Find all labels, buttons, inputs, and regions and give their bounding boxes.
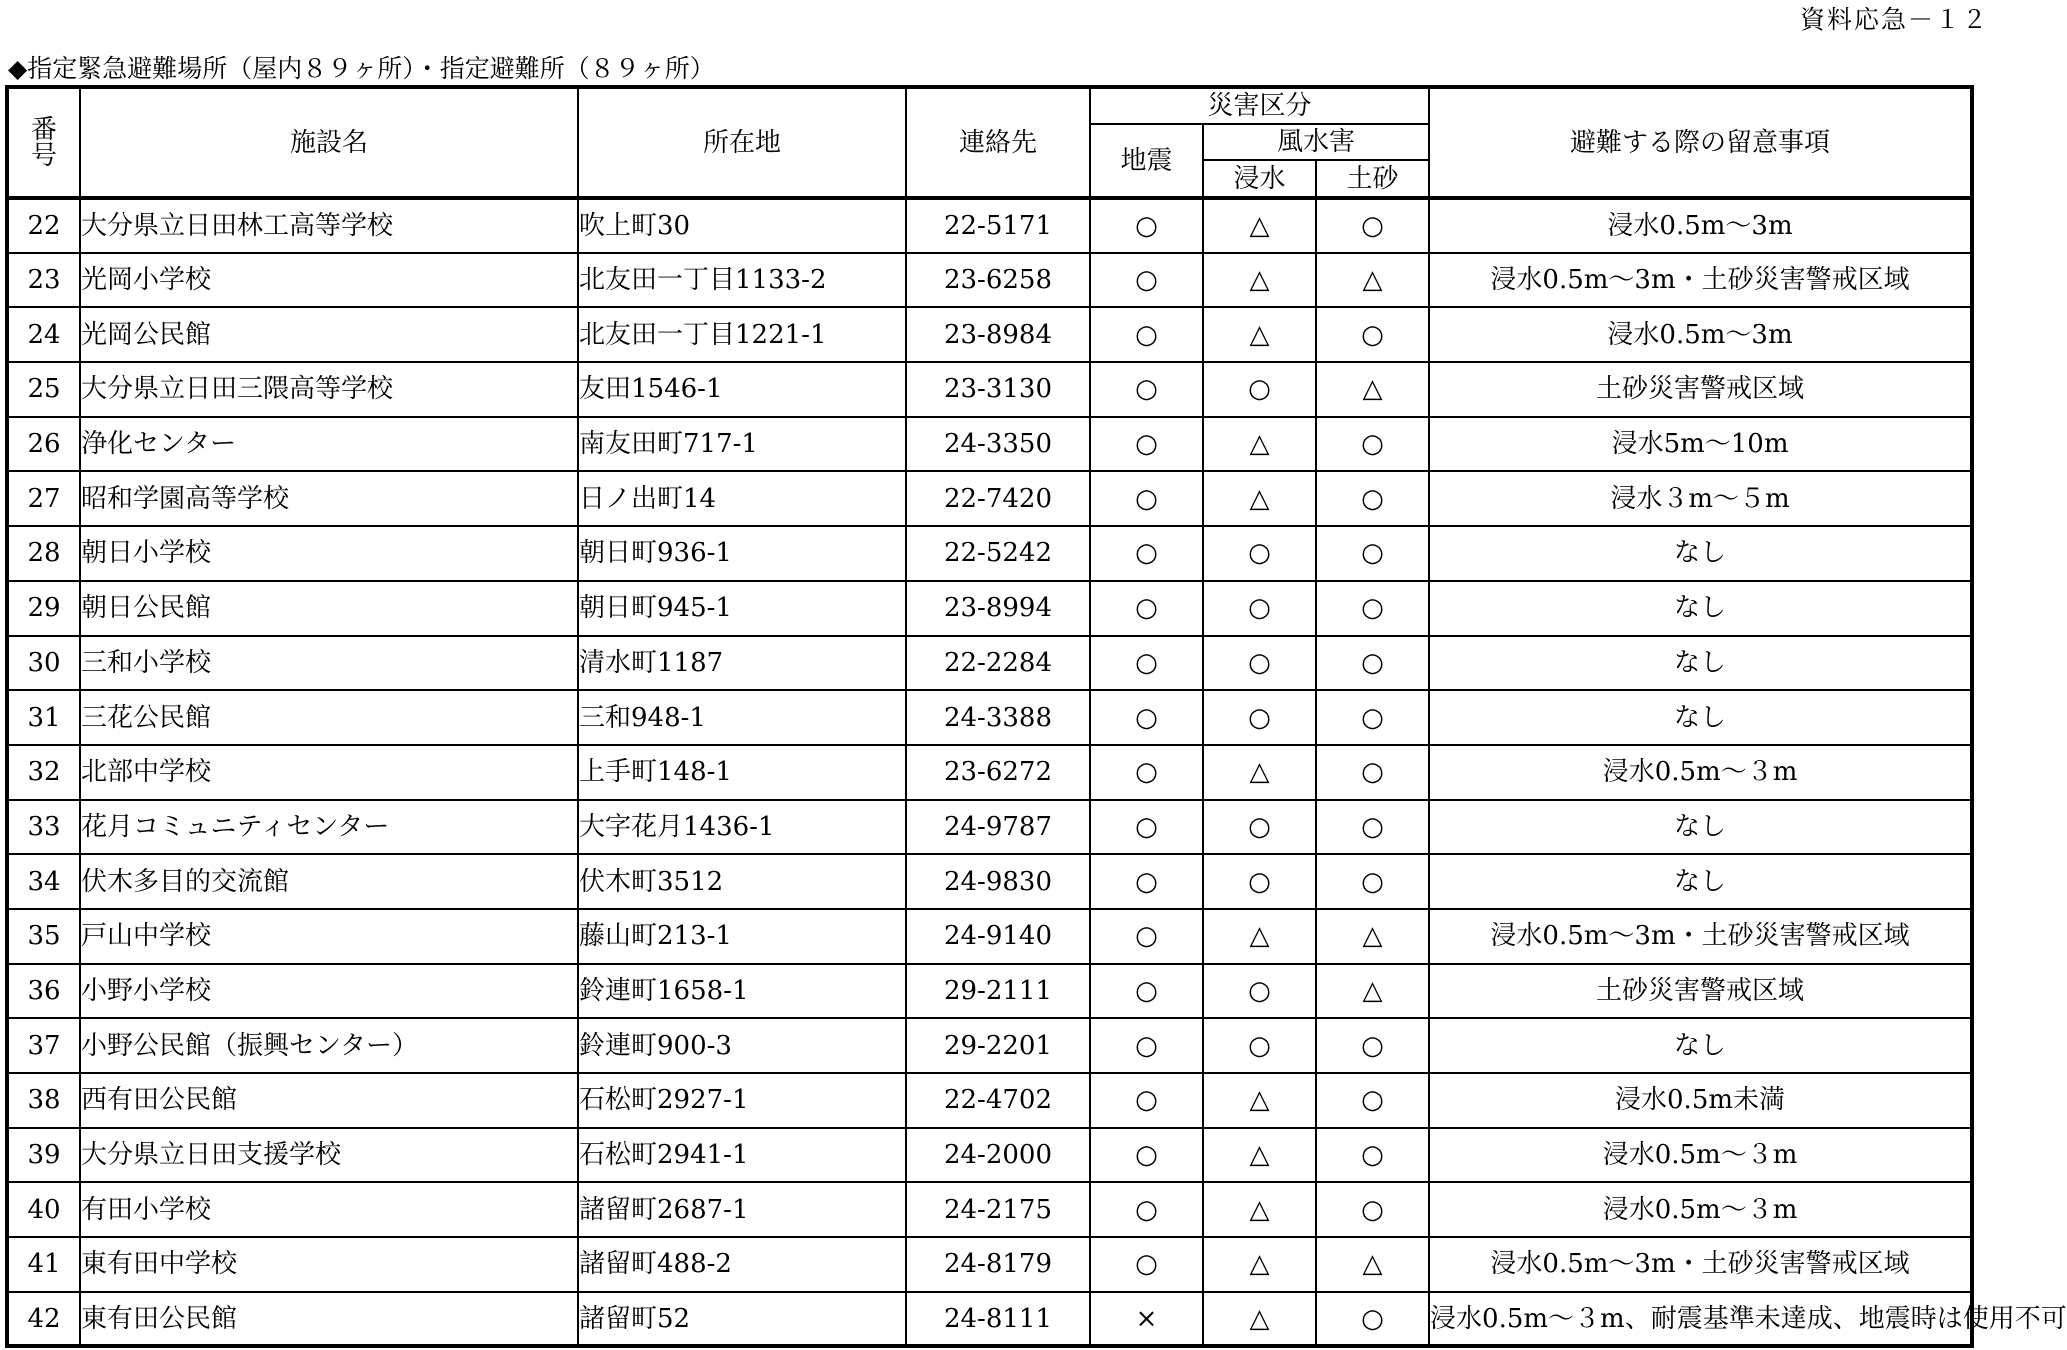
header-inundation: 浸水	[1203, 160, 1316, 198]
earthquake-mark-cell: ○	[1090, 745, 1203, 800]
landslide-mark-cell: ○	[1316, 1128, 1429, 1183]
inundation-mark-cell: △	[1203, 1292, 1316, 1347]
facility-name-cell: 東有田公民館	[80, 1292, 578, 1347]
row-number: 38	[7, 1073, 80, 1128]
table-row	[7, 307, 1972, 362]
address-cell: 清水町1187	[578, 636, 906, 691]
address-cell: 吹上町30	[578, 198, 906, 253]
contact-cell: 29-2201	[906, 1018, 1090, 1073]
notes-cell: なし	[1429, 854, 1972, 909]
contact-cell: 22-2284	[906, 636, 1090, 691]
earthquake-mark-cell: ○	[1090, 307, 1203, 362]
row-number: 25	[7, 362, 80, 417]
notes-cell: 土砂災害警戒区域	[1429, 964, 1972, 1019]
earthquake-mark-cell: ○	[1090, 253, 1203, 308]
earthquake-mark-cell: ○	[1090, 909, 1203, 964]
notes-cell: なし	[1429, 581, 1972, 636]
inundation-mark-cell: ○	[1203, 800, 1316, 855]
address-cell: 朝日町936-1	[578, 526, 906, 581]
facility-name-cell: 浄化センター	[80, 417, 578, 472]
landslide-mark-cell: ○	[1316, 1073, 1429, 1128]
earthquake-mark-cell: ○	[1090, 1237, 1203, 1292]
inundation-mark-cell: △	[1203, 471, 1316, 526]
address-cell: 北友田一丁目1221-1	[578, 307, 906, 362]
inundation-mark-cell: △	[1203, 745, 1316, 800]
address-cell: 日ノ出町14	[578, 471, 906, 526]
facility-name-cell: 大分県立日田林工高等学校	[80, 198, 578, 253]
facility-name-cell: 戸山中学校	[80, 909, 578, 964]
table-row	[7, 800, 1972, 855]
row-number: 22	[7, 198, 80, 253]
document-reference-label: 資料応急－１２	[1799, 5, 1989, 34]
address-cell: 南友田町717-1	[578, 417, 906, 472]
earthquake-mark-cell: ○	[1090, 581, 1203, 636]
facility-name-cell: 光岡公民館	[80, 307, 578, 362]
notes-cell: 浸水0.5m～３m、耐震基準未達成、地震時は使用不可	[1429, 1292, 1972, 1347]
table-row	[7, 198, 1972, 253]
address-cell: 石松町2927-1	[578, 1073, 906, 1128]
contact-cell: 24-3350	[906, 417, 1090, 472]
landslide-mark-cell: ○	[1316, 854, 1429, 909]
table-row	[7, 690, 1972, 745]
inundation-mark-cell: △	[1203, 909, 1316, 964]
contact-cell: 24-8179	[906, 1237, 1090, 1292]
contact-cell: 23-8994	[906, 581, 1090, 636]
landslide-mark-cell: △	[1316, 1237, 1429, 1292]
earthquake-mark-cell: ○	[1090, 471, 1203, 526]
notes-cell: 浸水３m～５m	[1429, 471, 1972, 526]
landslide-mark-cell: ○	[1316, 1018, 1429, 1073]
header-earthquake: 地震	[1090, 124, 1203, 198]
landslide-mark-cell: △	[1316, 253, 1429, 308]
facility-name-cell: 朝日公民館	[80, 581, 578, 636]
inundation-mark-cell: △	[1203, 1128, 1316, 1183]
facility-name-cell: 小野公民館（振興センター）	[80, 1018, 578, 1073]
table-row	[7, 854, 1972, 909]
facility-name-cell: 三和小学校	[80, 636, 578, 691]
earthquake-mark-cell: ○	[1090, 526, 1203, 581]
row-number: 35	[7, 909, 80, 964]
address-cell: 藤山町213-1	[578, 909, 906, 964]
table-row	[7, 471, 1972, 526]
table-row	[7, 581, 1972, 636]
notes-cell: 浸水0.5m～3m	[1429, 307, 1972, 362]
row-number: 23	[7, 253, 80, 308]
landslide-mark-cell: ○	[1316, 198, 1429, 253]
address-cell: 朝日町945-1	[578, 581, 906, 636]
contact-cell: 24-9830	[906, 854, 1090, 909]
header-disaster-category: 災害区分	[1090, 87, 1429, 124]
notes-cell: 浸水0.5m～3m	[1429, 198, 1972, 253]
row-number: 27	[7, 471, 80, 526]
facility-name-cell: 小野小学校	[80, 964, 578, 1019]
earthquake-mark-cell: ○	[1090, 1073, 1203, 1128]
landslide-mark-cell: ○	[1316, 1182, 1429, 1237]
contact-cell: 24-9140	[906, 909, 1090, 964]
landslide-mark-cell: ○	[1316, 307, 1429, 362]
table-row	[7, 417, 1972, 472]
address-cell: 友田1546-1	[578, 362, 906, 417]
facility-name-cell: 三花公民館	[80, 690, 578, 745]
contact-cell: 23-3130	[906, 362, 1090, 417]
row-number: 37	[7, 1018, 80, 1073]
landslide-mark-cell: ○	[1316, 526, 1429, 581]
header-contact: 連絡先	[906, 87, 1090, 198]
document-title: ◆指定緊急避難場所（屋内８９ヶ所）・指定避難所（８９ヶ所）	[8, 54, 715, 83]
earthquake-mark-cell: ○	[1090, 1182, 1203, 1237]
earthquake-mark-cell: ○	[1090, 854, 1203, 909]
table-row	[7, 745, 1972, 800]
header-number-line2: 号	[30, 140, 57, 171]
address-cell: 北友田一丁目1133-2	[578, 253, 906, 308]
earthquake-mark-cell: ○	[1090, 417, 1203, 472]
earthquake-mark-cell: ○	[1090, 690, 1203, 745]
row-number: 29	[7, 581, 80, 636]
notes-cell: 浸水0.5m～3m・土砂災害警戒区域	[1429, 1237, 1972, 1292]
facility-name-cell: 大分県立日田支援学校	[80, 1128, 578, 1183]
table-row	[7, 1237, 1972, 1292]
table-row	[7, 964, 1972, 1019]
earthquake-mark-cell: ○	[1090, 964, 1203, 1019]
table-body	[7, 198, 2067, 1346]
address-cell: 上手町148-1	[578, 745, 906, 800]
row-number: 41	[7, 1237, 80, 1292]
inundation-mark-cell: △	[1203, 1182, 1316, 1237]
facility-name-cell: 北部中学校	[80, 745, 578, 800]
facility-name-cell: 光岡小学校	[80, 253, 578, 308]
landslide-mark-cell: ○	[1316, 471, 1429, 526]
row-number: 34	[7, 854, 80, 909]
address-cell: 諸留町488-2	[578, 1237, 906, 1292]
inundation-mark-cell: ○	[1203, 636, 1316, 691]
contact-cell: 23-6272	[906, 745, 1090, 800]
contact-cell: 24-2000	[906, 1128, 1090, 1183]
row-number: 28	[7, 526, 80, 581]
landslide-mark-cell: ○	[1316, 417, 1429, 472]
earthquake-mark-cell: ○	[1090, 1018, 1203, 1073]
row-number: 39	[7, 1128, 80, 1183]
earthquake-mark-cell: ×	[1090, 1292, 1203, 1347]
notes-cell: 浸水0.5m～３m	[1429, 1182, 1972, 1237]
earthquake-mark-cell: ○	[1090, 1128, 1203, 1183]
inundation-mark-cell: △	[1203, 1237, 1316, 1292]
earthquake-mark-cell: ○	[1090, 362, 1203, 417]
notes-cell: なし	[1429, 526, 1972, 581]
facility-name-cell: 大分県立日田三隈高等学校	[80, 362, 578, 417]
table-row	[7, 1292, 1972, 1347]
address-cell: 伏木町3512	[578, 854, 906, 909]
contact-cell: 29-2111	[906, 964, 1090, 1019]
landslide-mark-cell: ○	[1316, 581, 1429, 636]
landslide-mark-cell: ○	[1316, 1292, 1429, 1347]
contact-cell: 22-5242	[906, 526, 1090, 581]
earthquake-mark-cell: ○	[1090, 800, 1203, 855]
earthquake-mark-cell: ○	[1090, 636, 1203, 691]
inundation-mark-cell: △	[1203, 417, 1316, 472]
facility-name-cell: 有田小学校	[80, 1182, 578, 1237]
header-address: 所在地	[578, 87, 906, 198]
row-number: 32	[7, 745, 80, 800]
inundation-mark-cell: △	[1203, 198, 1316, 253]
notes-cell: 浸水0.5m～3m・土砂災害警戒区域	[1429, 253, 1972, 308]
notes-cell: なし	[1429, 1018, 1972, 1073]
notes-cell: 土砂災害警戒区域	[1429, 362, 1972, 417]
header-wind-flood: 風水害	[1203, 124, 1429, 160]
inundation-mark-cell: ○	[1203, 854, 1316, 909]
table-header	[7, 87, 1972, 198]
row-number: 31	[7, 690, 80, 745]
inundation-mark-cell: ○	[1203, 581, 1316, 636]
facility-name-cell: 朝日小学校	[80, 526, 578, 581]
landslide-mark-cell: △	[1316, 362, 1429, 417]
notes-cell: 浸水5m～10m	[1429, 417, 1972, 472]
facility-name-cell: 伏木多目的交流館	[80, 854, 578, 909]
notes-cell: なし	[1429, 636, 1972, 691]
address-cell: 鈴連町1658-1	[578, 964, 906, 1019]
inundation-mark-cell: △	[1203, 307, 1316, 362]
row-number: 36	[7, 964, 80, 1019]
landslide-mark-cell: ○	[1316, 745, 1429, 800]
contact-cell: 24-2175	[906, 1182, 1090, 1237]
address-cell: 諸留町52	[578, 1292, 906, 1347]
table-row	[7, 1128, 1972, 1183]
evacuation-site-table	[5, 85, 2067, 1348]
facility-name-cell: 昭和学園高等学校	[80, 471, 578, 526]
table-row	[7, 1018, 1972, 1073]
notes-cell: 浸水0.5m～3m・土砂災害警戒区域	[1429, 909, 1972, 964]
row-number: 42	[7, 1292, 80, 1347]
inundation-mark-cell: ○	[1203, 362, 1316, 417]
row-number: 40	[7, 1182, 80, 1237]
header-facility-name: 施設名	[80, 87, 578, 198]
address-cell: 大字花月1436-1	[578, 800, 906, 855]
facility-name-cell: 花月コミュニティセンター	[80, 800, 578, 855]
facility-name-cell: 西有田公民館	[80, 1073, 578, 1128]
facility-name-cell: 東有田中学校	[80, 1237, 578, 1292]
notes-cell: 浸水0.5m～３m	[1429, 1128, 1972, 1183]
earthquake-mark-cell: ○	[1090, 198, 1203, 253]
contact-cell: 24-9787	[906, 800, 1090, 855]
row-number: 24	[7, 307, 80, 362]
inundation-mark-cell: ○	[1203, 526, 1316, 581]
notes-cell: 浸水0.5m未満	[1429, 1073, 1972, 1128]
table-row	[7, 1073, 1972, 1128]
notes-cell: なし	[1429, 800, 1972, 855]
contact-cell: 24-3388	[906, 690, 1090, 745]
row-number: 30	[7, 636, 80, 691]
header-notes: 避難する際の留意事項	[1429, 87, 1972, 198]
table-row	[7, 362, 1972, 417]
contact-cell: 22-7420	[906, 471, 1090, 526]
contact-cell: 24-8111	[906, 1292, 1090, 1347]
landslide-mark-cell: ○	[1316, 690, 1429, 745]
header-landslide: 土砂	[1316, 160, 1429, 198]
inundation-mark-cell: ○	[1203, 690, 1316, 745]
row-number: 26	[7, 417, 80, 472]
inundation-mark-cell: △	[1203, 253, 1316, 308]
landslide-mark-cell: △	[1316, 964, 1429, 1019]
table-row	[7, 253, 1972, 308]
table-row	[7, 526, 1972, 581]
contact-cell: 23-6258	[906, 253, 1090, 308]
inundation-mark-cell: ○	[1203, 964, 1316, 1019]
inundation-mark-cell: ○	[1203, 1018, 1316, 1073]
header-number-line1: 番	[30, 114, 57, 145]
contact-cell: 23-8984	[906, 307, 1090, 362]
address-cell: 諸留町2687-1	[578, 1182, 906, 1237]
row-number: 33	[7, 800, 80, 855]
contact-cell: 22-4702	[906, 1073, 1090, 1128]
landslide-mark-cell: ○	[1316, 636, 1429, 691]
table-row	[7, 636, 1972, 691]
address-cell: 鈴連町900-3	[578, 1018, 906, 1073]
notes-cell: 浸水0.5m～３m	[1429, 745, 1972, 800]
notes-cell: なし	[1429, 690, 1972, 745]
address-cell: 三和948-1	[578, 690, 906, 745]
table-row	[7, 1182, 1972, 1237]
table-row	[7, 909, 1972, 964]
header-number	[7, 87, 80, 198]
inundation-mark-cell: △	[1203, 1073, 1316, 1128]
address-cell: 石松町2941-1	[578, 1128, 906, 1183]
contact-cell: 22-5171	[906, 198, 1090, 253]
landslide-mark-cell: △	[1316, 909, 1429, 964]
landslide-mark-cell: ○	[1316, 800, 1429, 855]
